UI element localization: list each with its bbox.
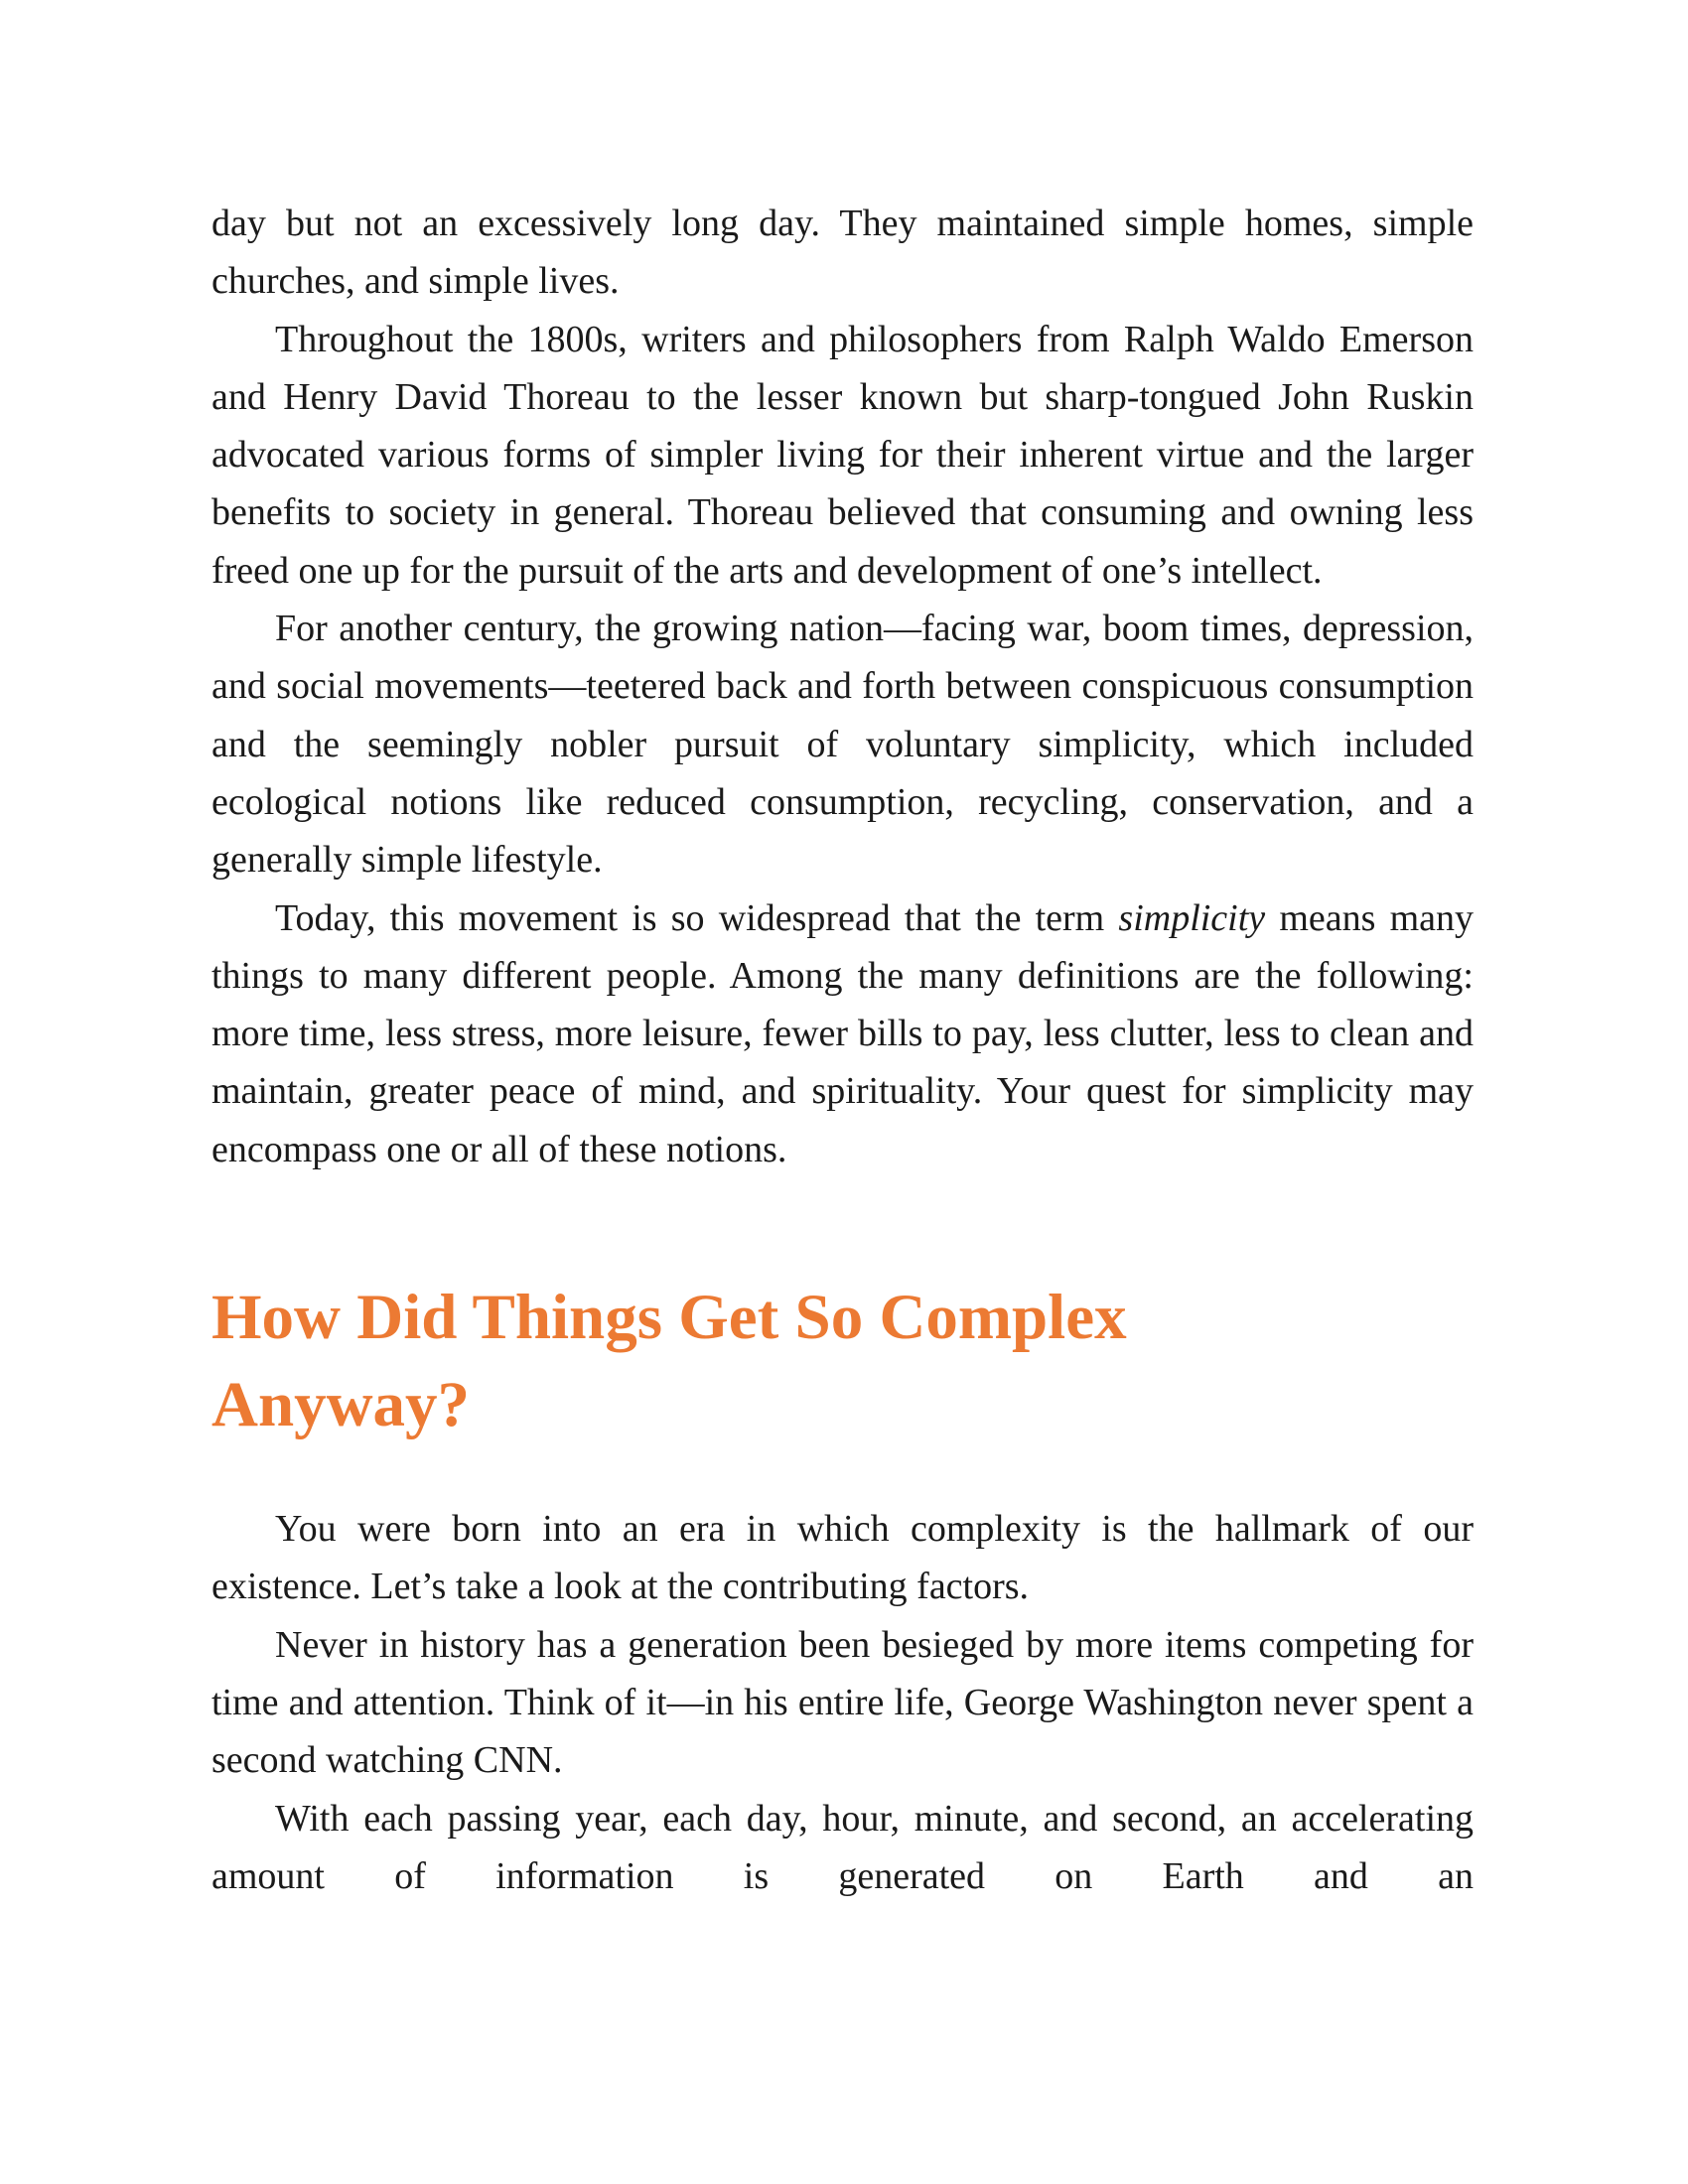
body-paragraph: Never in history has a generation been besieged by more items competing for time and attention. Think of it—in his entire life, George Washington never spent a second watching CNN. (211, 1623, 1474, 1782)
body-paragraph: day but not an excessively long day. They maintained simple homes, simple churches, and simple lives. (211, 203, 1474, 303)
today-text-start: Today, this movement is so widespread that the term (275, 896, 1119, 939)
body-paragraph-continued: With each passing year, each day, hour, minute, and second, an accelerating amount of information is generated on Earth and an (211, 1797, 1474, 1897)
italic-term: simplicity (1118, 896, 1266, 939)
body-paragraph-today (211, 889, 1474, 1178)
body-paragraph: For another century, the growing nation—facing war, boom times, depression, and social movements—teetered back and forth between conspicuous consumption and the seemingly nobler pursuit of voluntary simplicity, which included ecological notions like reduced consumption, recycling, conservation, and a generally simple lifestyle. (211, 608, 1474, 882)
section-heading: How Did Things Get So Complex Anyway? (211, 1282, 1127, 1441)
page-content (211, 195, 1474, 1905)
body-paragraph: You were born into an era in which complexity is the hallmark of our existence. Let’s take a look at the contributing factors. (211, 1508, 1474, 1608)
today-text-end: means many things to many different people. Among the many definitions are the following: more time, less stress, more leisure, fewer bills to pay, less clutter, less to clean and maintain, greater peace of mind, and spirituality. Your quest for simplicity may encompass one or all of these notions. (211, 896, 1474, 1170)
body-paragraph: Throughout the 1800s, writers and philosophers from Ralph Waldo Emerson and Henry David Thoreau to the lesser known but sharp-tongued John Ruskin advocated various forms of simpler living for their inherent virtue and the larger benefits to society in general. Thoreau believed that consuming and owning less freed one up for the pursuit of the arts and development of one’s intellect. (211, 318, 1474, 592)
